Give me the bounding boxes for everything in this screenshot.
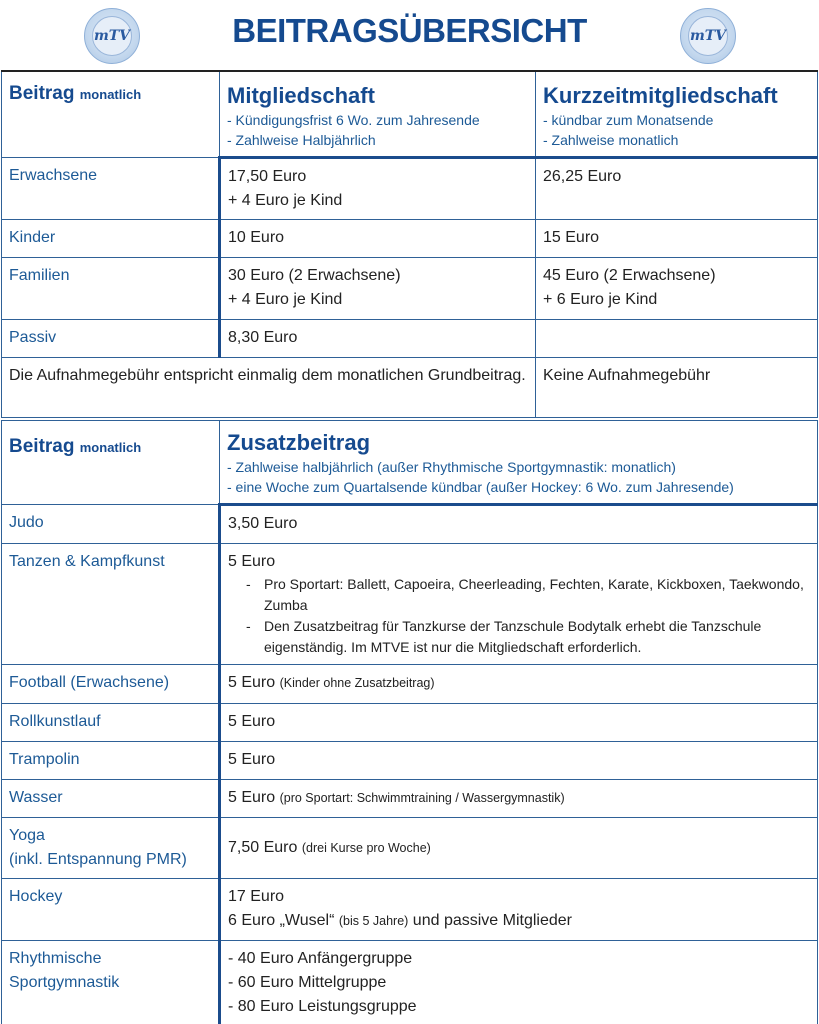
additional-fee-table: [1, 420, 818, 1024]
header-membership: Mitgliedschaft - Kündigungsfrist 6 Wo. zum Jahresende - Zahlweise Halbjährlich: [220, 71, 536, 158]
sport-list: - Pro Sportart: Ballett, Capoeira, Cheerleading, Fechten, Karate, Kickboxen, Taekwondo, Zumba - Den Zusatzbeitrag für Tanzkurse der Tanzschule Bodytalk erhebt die Tanzschule eigenständig. Im MTVE ist nur die Mitgliedschaft erforderlich.: [228, 574, 810, 658]
row-label: Judo: [2, 505, 220, 544]
row-label: Familien: [2, 258, 220, 320]
row-label: Tanzen & Kampfkunst: [2, 544, 220, 665]
club-logo-icon: mTV: [680, 8, 736, 64]
row-value: 8,30 Euro: [220, 320, 536, 358]
no-admission-fee-note: Keine Aufnahmegebühr: [536, 358, 818, 418]
table-row: [2, 258, 818, 320]
table-row: [2, 704, 818, 742]
table-footer-row: [2, 358, 818, 418]
table-header-row: [2, 71, 818, 158]
table-row: [2, 665, 818, 704]
row-value: 17 Euro 6 Euro „Wusel“ (bis 5 Jahre) und passive Mitglieder: [220, 879, 818, 941]
table-row: [2, 818, 818, 879]
row-value: [536, 320, 818, 358]
row-value: 15 Euro: [536, 220, 818, 258]
row-value: - 40 Euro Anfängergruppe - 60 Euro Mittelgruppe - 80 Euro Leistungsgruppe: [220, 941, 818, 1024]
admission-fee-note: Die Aufnahmegebühr entspricht einmalig dem monatlichen Grundbeitrag.: [2, 358, 536, 418]
table-row: [2, 544, 818, 665]
row-label: Yoga (inkl. Entspannung PMR): [2, 818, 220, 879]
row-value: 5 Euro: [220, 742, 818, 780]
table-row: [2, 879, 818, 941]
row-value: 3,50 Euro: [220, 505, 818, 544]
row-label: Passiv: [2, 320, 220, 358]
row-value: 5 Euro - Pro Sportart: Ballett, Capoeira, Cheerleading, Fechten, Karate, Kickboxen, Taekwondo, Zumba - Den Zusatzbeitrag für Tanzkurse der Tanzschule Bodytalk erhebt die Tanzschule eigenständig. Im MTVE ist nur die Mitgliedschaft erforderlich.: [220, 544, 818, 665]
row-label: Rhythmische Sportgymnastik: [2, 941, 220, 1024]
row-label: Kinder: [2, 220, 220, 258]
row-value: 30 Euro (2 Erwachsene) + 4 Euro je Kind: [220, 258, 536, 320]
row-label: Trampolin: [2, 742, 220, 780]
membership-fee-table: [1, 70, 818, 418]
header-label: Beitrag monatlich: [2, 421, 220, 505]
row-value: 45 Euro (2 Erwachsene) + 6 Euro je Kind: [536, 258, 818, 320]
row-label: Erwachsene: [2, 158, 220, 220]
club-logo-icon: mTV: [84, 8, 140, 64]
page-header: [0, 0, 819, 70]
row-value: 26,25 Euro: [536, 158, 818, 220]
row-value: 17,50 Euro + 4 Euro je Kind: [220, 158, 536, 220]
table-row: [2, 941, 818, 1024]
table-row: [2, 320, 818, 358]
header-label: Beitrag monatlich: [2, 71, 220, 158]
table-row: [2, 220, 818, 258]
table-row: [2, 158, 818, 220]
row-value: 10 Euro: [220, 220, 536, 258]
table-row: [2, 505, 818, 544]
row-label: Football (Erwachsene): [2, 665, 220, 704]
row-value: 5 Euro: [220, 704, 818, 742]
page-title: BEITRAGSÜBERSICHT: [232, 12, 587, 49]
table-header-row: [2, 421, 818, 505]
row-label: Wasser: [2, 780, 220, 818]
row-label: Rollkunstlauf: [2, 704, 220, 742]
table-row: [2, 780, 818, 818]
row-value: 7,50 Euro (drei Kurse pro Woche): [220, 818, 818, 879]
row-value: 5 Euro (pro Sportart: Schwimmtraining / Wassergymnastik): [220, 780, 818, 818]
header-additional-fee: Zusatzbeitrag - Zahlweise halbjährlich (außer Rhythmische Sportgymnastik: monatlich) - eine Woche zum Quartalsende kündbar (außer Hockey: 6 Wo. zum Jahresende): [220, 421, 818, 505]
header-short-membership: Kurzzeitmitgliedschaft - kündbar zum Monatsende - Zahlweise monatlich: [536, 71, 818, 158]
row-label: Hockey: [2, 879, 220, 941]
table-row: [2, 742, 818, 780]
row-value: 5 Euro (Kinder ohne Zusatzbeitrag): [220, 665, 818, 704]
